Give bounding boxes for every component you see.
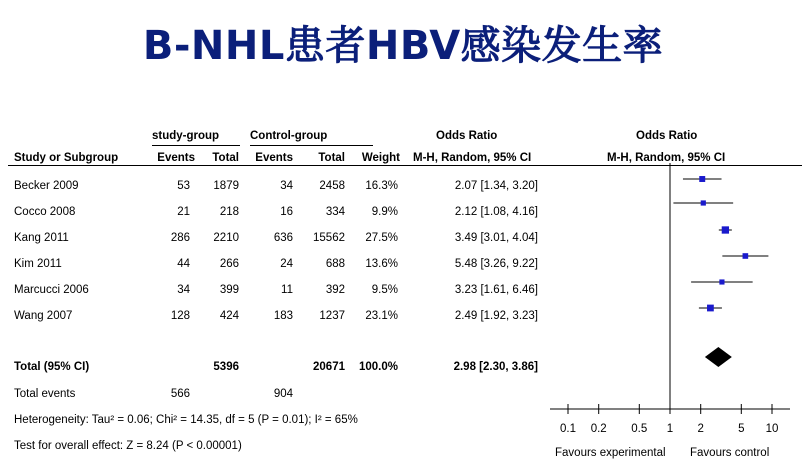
total2: 20671	[313, 361, 345, 373]
total-weight: 100.0%	[358, 361, 398, 373]
favours-left-label: Favours experimental	[555, 447, 666, 459]
weight: 16.3%	[365, 180, 398, 192]
study-name: Marcucci 2006	[14, 284, 89, 296]
total2: 334	[325, 206, 345, 218]
total2: 1237	[319, 310, 345, 322]
odds-ratio-header: Odds Ratio	[436, 130, 498, 142]
x-tick-label: 0.5	[631, 423, 648, 435]
weight: 23.1%	[365, 310, 398, 322]
point-estimate-marker	[701, 200, 706, 205]
weight: 9.9%	[371, 206, 398, 218]
col-events1: Events	[157, 152, 195, 164]
ci-text: 2.49 [1.92, 3.23]	[454, 310, 538, 322]
events2: 16	[280, 206, 293, 218]
total-ci-text: 2.98 [2.30, 3.86]	[453, 361, 538, 373]
ci-text: 3.49 [3.01, 4.04]	[454, 232, 538, 244]
weight: 27.5%	[365, 232, 398, 244]
total-events-label: Total events	[14, 388, 76, 400]
group1-header: study-group	[152, 130, 220, 142]
col-weight: Weight	[361, 152, 400, 164]
total1: 399	[219, 284, 239, 296]
total-events2: 904	[273, 388, 293, 400]
col-total2: Total	[318, 152, 345, 164]
study-name: Cocco 2008	[14, 206, 76, 218]
total1: 218	[219, 206, 239, 218]
col-total1: Total	[212, 152, 239, 164]
total1: 266	[219, 258, 239, 270]
study-name: Wang 2007	[14, 310, 73, 322]
total-events1: 566	[170, 388, 190, 400]
col-method-plot: M-H, Random, 95% CI	[607, 152, 726, 164]
col-study: Study or Subgroup	[14, 152, 119, 164]
x-tick-label: 2	[697, 423, 704, 435]
events1: 53	[177, 180, 190, 192]
events1: 286	[170, 232, 190, 244]
total1: 424	[219, 310, 239, 322]
ci-text: 2.12 [1.08, 4.16]	[454, 206, 538, 218]
x-tick-label: 0.1	[560, 423, 576, 435]
events2: 183	[273, 310, 293, 322]
overall-effect-text: Test for overall effect: Z = 8.24 (P < 0.00001)	[14, 440, 242, 452]
group2-header: Control-group	[250, 130, 328, 142]
total2: 392	[325, 284, 345, 296]
x-tick-label: 10	[765, 423, 779, 435]
study-name: Kim 2011	[14, 258, 62, 270]
total2: 688	[325, 258, 345, 270]
favours-right-label: Favours control	[690, 447, 770, 459]
ci-text: 2.07 [1.34, 3.20]	[454, 180, 538, 192]
total2: 15562	[313, 232, 345, 244]
total1: 1879	[213, 180, 239, 192]
study-name: Kang 2011	[14, 232, 69, 244]
point-estimate-marker	[707, 305, 714, 312]
pooled-diamond	[705, 347, 732, 367]
ci-text: 5.48 [3.26, 9.22]	[454, 258, 538, 270]
events2: 636	[273, 232, 293, 244]
point-estimate-marker	[722, 226, 729, 233]
total2: 2458	[319, 180, 345, 192]
study-markers	[673, 176, 768, 311]
x-tick-label: 0.2	[590, 423, 607, 435]
weight: 9.5%	[371, 284, 398, 296]
total1: 5396	[213, 361, 239, 373]
events1: 44	[177, 258, 190, 270]
page-title: B-NHL患者HBV感染发生率	[142, 23, 664, 69]
study-name: Becker 2009	[14, 180, 79, 192]
weight: 13.6%	[365, 258, 398, 270]
odds-ratio-plot-header: Odds Ratio	[636, 130, 698, 142]
x-tick-label: 1	[666, 423, 674, 435]
events1: 34	[177, 284, 190, 296]
col-method: M-H, Random, 95% CI	[413, 152, 532, 164]
events1: 21	[177, 206, 190, 218]
ci-text: 3.23 [1.61, 6.46]	[454, 284, 538, 296]
events2: 24	[280, 258, 293, 270]
events2: 34	[280, 180, 293, 192]
point-estimate-marker	[743, 253, 749, 259]
events1: 128	[170, 310, 190, 322]
total-label: Total (95% CI)	[14, 361, 90, 373]
col-events2: Events	[255, 152, 293, 164]
total1: 2210	[213, 232, 239, 244]
point-estimate-marker	[699, 176, 705, 182]
heterogeneity-text: Heterogeneity: Tau² = 0.06; Chi² = 14.35, df = 5 (P = 0.01); I² = 65%	[14, 414, 358, 426]
x-tick-label: 5	[738, 423, 745, 435]
events2: 11	[281, 284, 293, 296]
point-estimate-marker	[719, 279, 724, 284]
